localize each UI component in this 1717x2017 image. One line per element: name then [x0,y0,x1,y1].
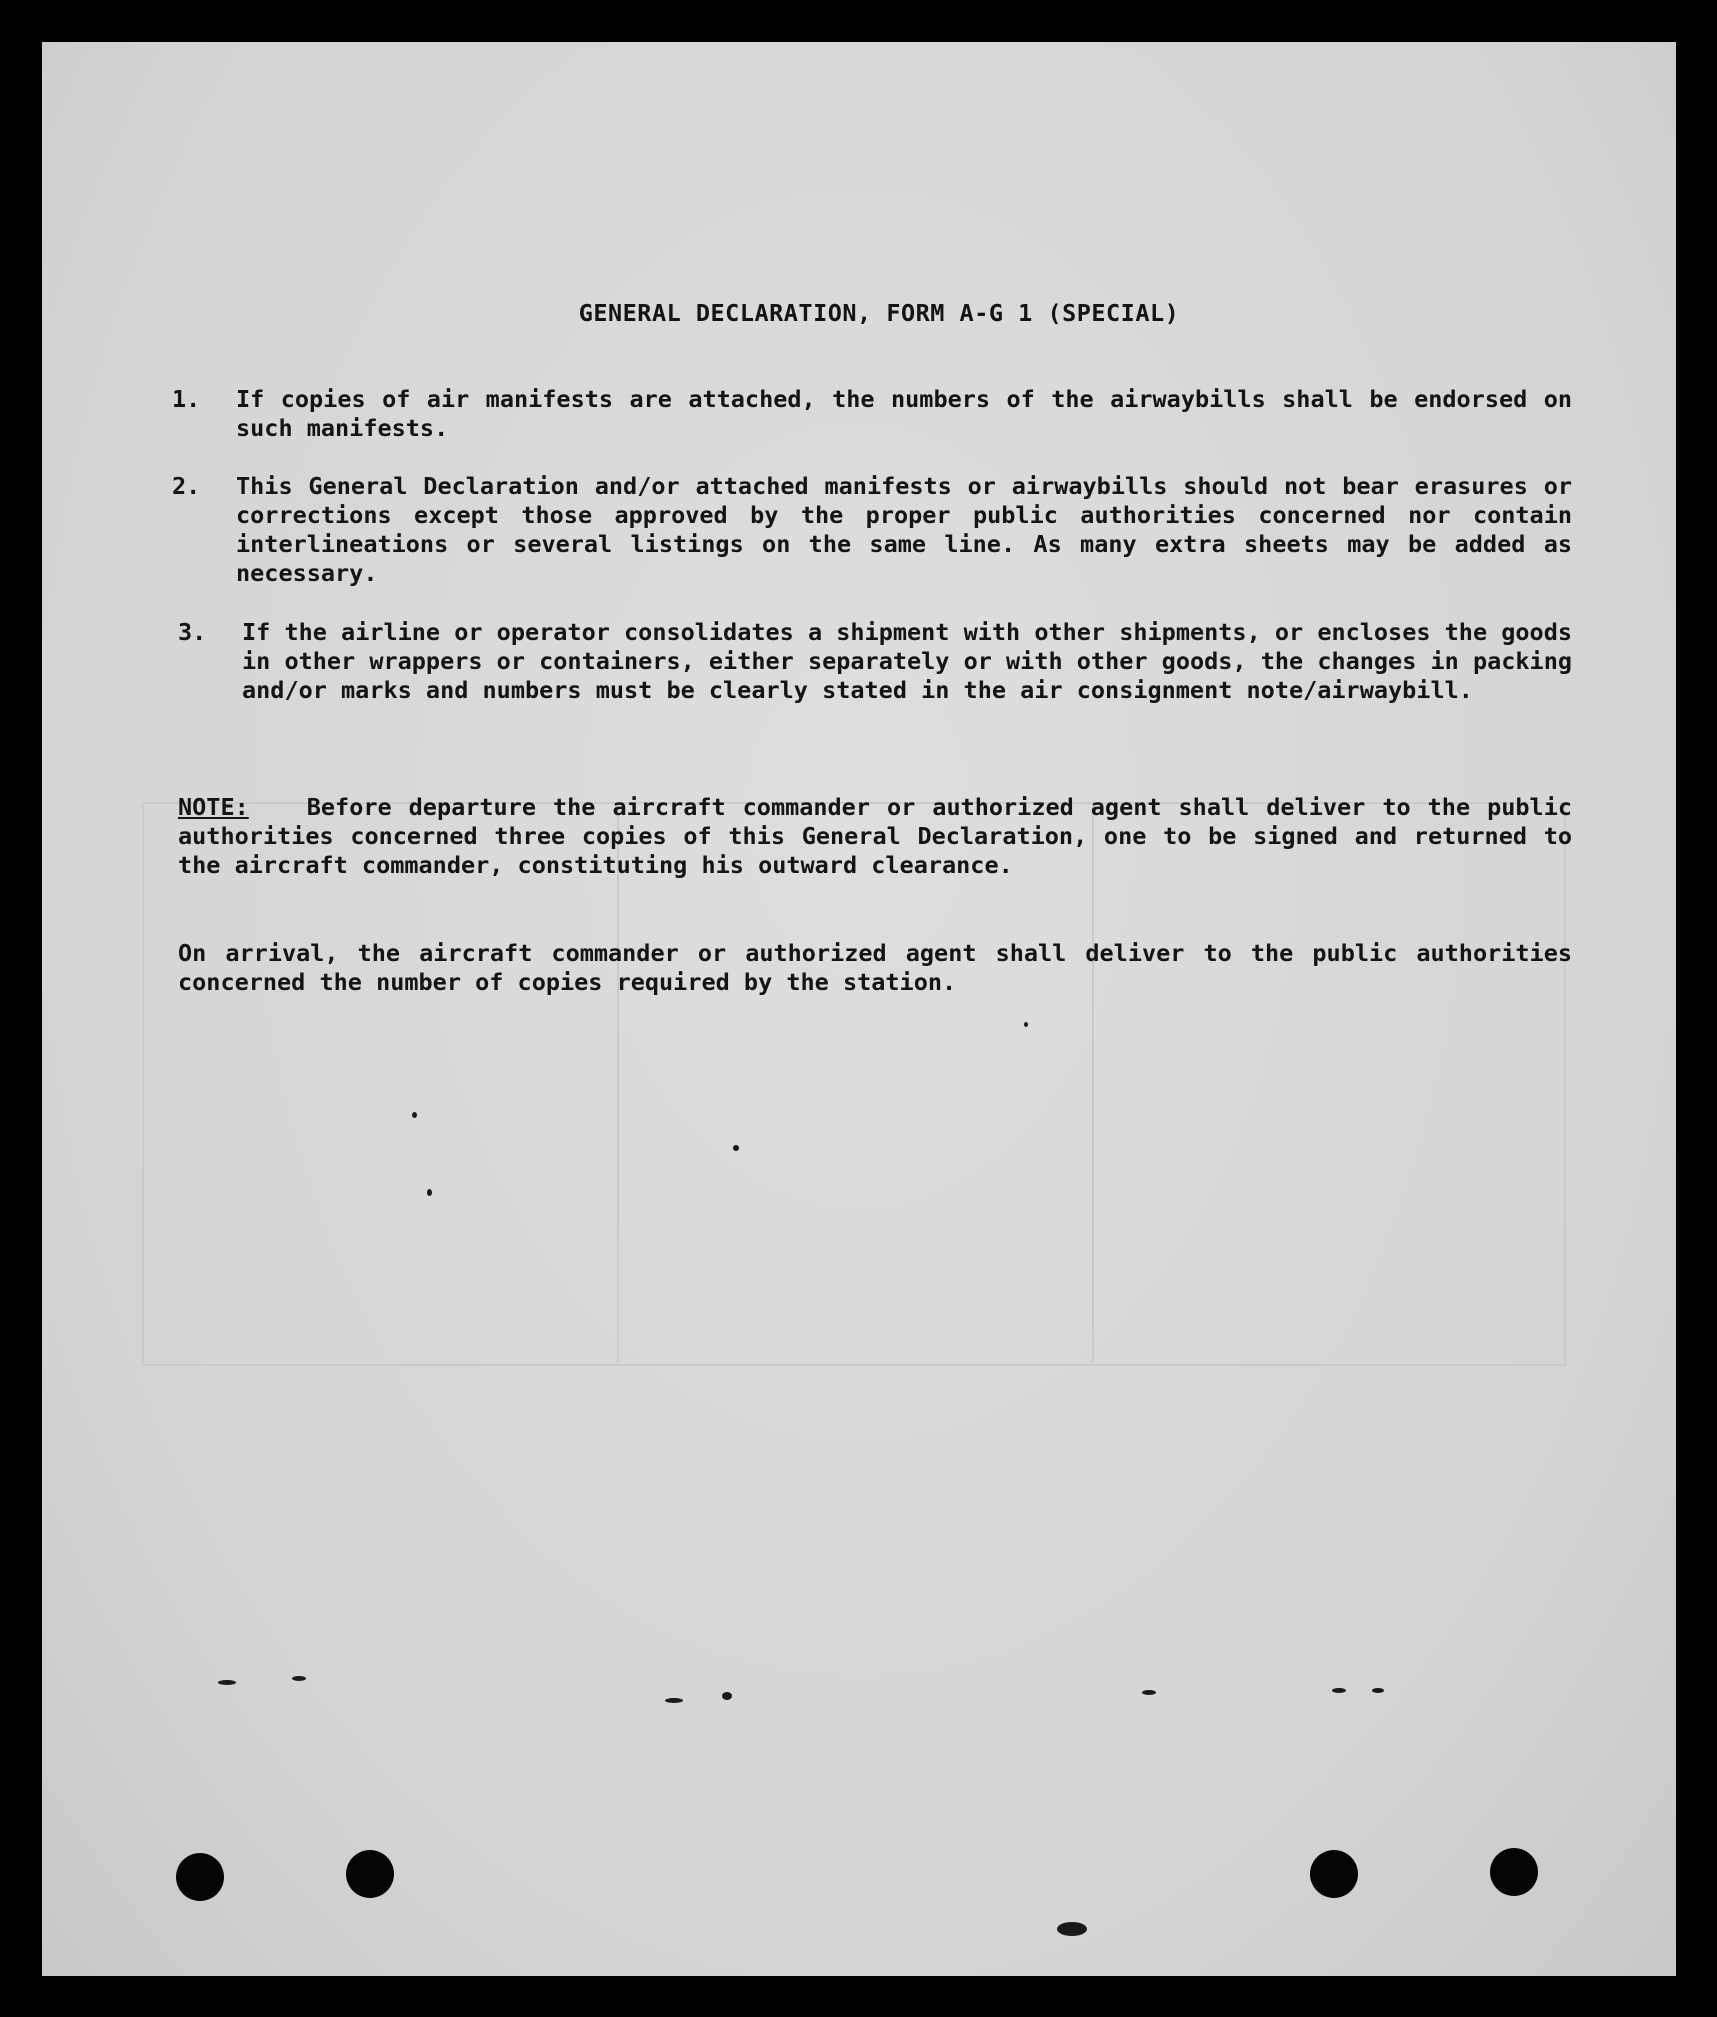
speck [722,1692,732,1700]
speck [218,1680,236,1685]
speck [292,1676,306,1681]
document-content [42,42,1676,1976]
instruction-item-3 [178,618,1572,705]
punch-hole [1490,1848,1538,1896]
speck [1057,1922,1087,1936]
page-title: GENERAL DECLARATION, FORM A-G 1 (SPECIAL) [578,299,1180,327]
instruction-item-1 [172,385,1572,443]
item-text: This General Declaration and/or attached manifests or airwaybills should not bear erasures or corrections except those approved by the proper public authorities concerned nor contain interlineations or several listings on the same line. As many extra sheets may be added as necessary. [236,472,1572,587]
note-label: NOTE: [178,793,249,821]
speck [412,1112,417,1118]
note-text: Before departure the aircraft commander or authorized agent shall deliver to the public authorities concerned three copies of this General Declaration, one to be signed and returned to the aircraft commander, constituting his outward clearance. [178,793,1572,879]
speck [1372,1688,1384,1693]
item-text: If copies of air manifests are attached, the numbers of the airwaybills shall be endorsed on such manifests. [236,385,1572,442]
punch-hole [1310,1850,1358,1898]
item-number: 3. [178,618,207,646]
note-paragraph [178,793,1572,880]
speck [1024,1022,1028,1027]
speck [733,1145,739,1151]
speck [1142,1690,1156,1695]
item-number: 1. [172,385,201,413]
item-number: 2. [172,472,201,500]
document-page [42,42,1676,1976]
punch-hole [176,1853,224,1901]
speck [665,1698,683,1703]
speck [427,1189,432,1196]
instruction-item-2 [172,472,1572,588]
item-text: If the airline or operator consolidates a shipment with other shipments, or encloses the goods in other wrappers or containers, either separately or with other goods, the changes in packing and/or marks and numbers must be clearly stated in the air consignment note/airwaybill. [242,618,1572,704]
punch-hole [346,1850,394,1898]
arrival-paragraph: On arrival, the aircraft commander or authorized agent shall deliver to the public authorities concerned the number of copies required by the station. [178,939,1572,996]
speck [1332,1688,1346,1693]
